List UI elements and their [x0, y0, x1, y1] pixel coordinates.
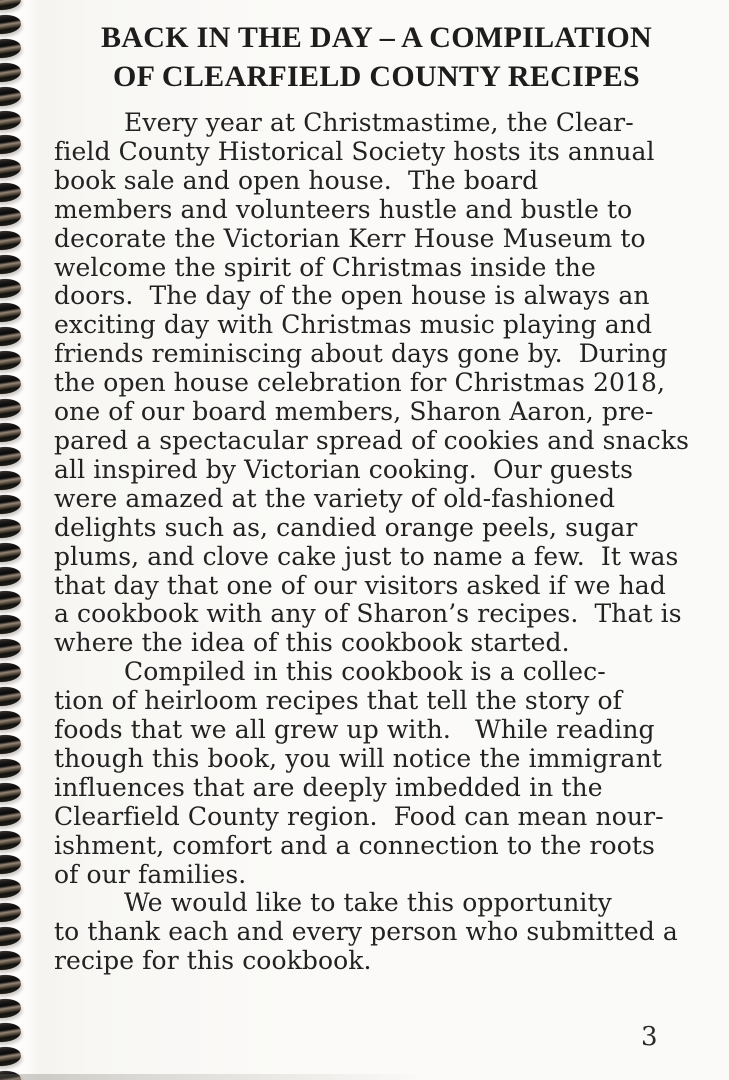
- binding-coil: [0, 85, 22, 107]
- binding-coil: [0, 661, 22, 683]
- spiral-binding: [0, 0, 42, 1080]
- page-content: [54, 18, 699, 976]
- binding-coil: [0, 181, 22, 203]
- binding-coil: [0, 637, 22, 659]
- page-body: [54, 109, 699, 976]
- text-line: one of our board members, Sharon Aaron, pre-: [54, 397, 654, 427]
- text-line: Compiled in this cookbook is a collec-: [124, 657, 606, 687]
- text-line: pared a spectacular spread of cookies and snacks: [54, 425, 690, 455]
- binding-coil: [0, 373, 22, 395]
- text-line: the open house celebration for Christmas 2018,: [54, 368, 666, 398]
- scan-bottom-shadow: [0, 1074, 429, 1080]
- binding-coil: [0, 517, 22, 539]
- binding-coil: [0, 1045, 22, 1067]
- text-line: plums, and clove cake just to name a few. It was: [54, 541, 679, 571]
- binding-coil: [0, 277, 22, 299]
- text-line: Clearfield County region. Food can mean nour-: [54, 801, 664, 831]
- text-line: tion of heirloom recipes that tell the story of: [54, 686, 622, 716]
- binding-coil: [0, 37, 22, 59]
- binding-coil: [0, 493, 22, 515]
- text-line: foods that we all grew up with. While reading: [54, 715, 655, 745]
- binding-coil: [0, 13, 22, 35]
- binding-coil: [0, 973, 22, 995]
- binding-coil: [0, 541, 22, 563]
- binding-coil: [0, 853, 22, 875]
- binding-coil: [0, 901, 22, 923]
- paragraph: [54, 658, 699, 889]
- text-line: a cookbook with any of Sharon’s recipes. That is: [54, 599, 682, 629]
- text-line: that day that one of our visitors asked if we had: [54, 570, 666, 600]
- binding-coil: [0, 685, 22, 707]
- binding-coil: [0, 421, 22, 443]
- binding-coil: [0, 757, 22, 779]
- binding-coil: [0, 925, 22, 947]
- text-line: to thank each and every person who submitted a: [54, 917, 678, 947]
- binding-coil: [0, 709, 22, 731]
- text-line: influences that are deeply imbedded in the: [54, 772, 603, 802]
- text-line: delights such as, candied orange peels, sugar: [54, 512, 638, 542]
- text-line: though this book, you will notice the immigrant: [54, 743, 662, 773]
- binding-coil: [0, 349, 22, 371]
- binding-coil: [0, 397, 22, 419]
- binding-coil: [0, 1021, 22, 1043]
- binding-coil: [0, 109, 22, 131]
- binding-coil: [0, 997, 22, 1019]
- binding-coil: [0, 733, 22, 755]
- text-line: Every year at Christmastime, the Clear-: [124, 108, 634, 137]
- binding-coil: [0, 301, 22, 323]
- book-title-line-1: BACK IN THE DAY – A COMPILATION: [100, 21, 653, 54]
- paragraph: [54, 889, 699, 976]
- binding-coil: [0, 445, 22, 467]
- binding-coil: [0, 253, 22, 275]
- binding-coil: [0, 61, 22, 83]
- binding-coil: [0, 205, 22, 227]
- text-line: We would like to take this opportunity: [124, 888, 612, 918]
- text-line: decorate the Victorian Kerr House Museum to: [54, 223, 646, 253]
- binding-coil: [0, 157, 22, 179]
- binding-coil: [0, 0, 22, 12]
- binding-coil: [0, 613, 22, 635]
- text-line: ishment, comfort and a connection to the roots: [54, 830, 655, 860]
- text-line: welcome the spirit of Christmas inside the: [54, 252, 596, 282]
- book-title: [66, 18, 688, 96]
- text-line: field County Historical Society hosts its annual: [54, 136, 655, 166]
- binding-coil: [0, 949, 22, 971]
- binding-coil: [0, 781, 22, 803]
- binding-coil: [0, 805, 22, 827]
- text-line: members and volunteers hustle and bustle to: [54, 194, 633, 224]
- binding-coil: [0, 829, 22, 851]
- binding-coil: [0, 229, 22, 251]
- text-line: friends reminiscing about days gone by. During: [54, 339, 668, 369]
- text-line: all inspired by Victorian cooking. Our guests: [54, 454, 634, 484]
- text-line: where the idea of this cookbook started.: [54, 628, 570, 658]
- binding-coil: [0, 133, 22, 155]
- text-line: recipe for this cookbook.: [54, 946, 372, 976]
- text-line: were amazed at the variety of old-fashioned: [54, 483, 616, 513]
- page-number: 3: [641, 1022, 658, 1052]
- binding-coil: [0, 589, 22, 611]
- text-line: book sale and open house. The board: [54, 165, 539, 195]
- binding-coil: [0, 565, 22, 587]
- text-line: exciting day with Christmas music playing and: [54, 310, 653, 340]
- paragraph: [54, 109, 699, 658]
- binding-coil: [0, 469, 22, 491]
- binding-coil: [0, 325, 22, 347]
- binding-coil: [0, 877, 22, 899]
- book-title-line-2: OF CLEARFIELD COUNTY RECIPES: [112, 60, 641, 93]
- text-line: of our families.: [54, 859, 247, 889]
- text-line: doors. The day of the open house is always an: [54, 281, 650, 311]
